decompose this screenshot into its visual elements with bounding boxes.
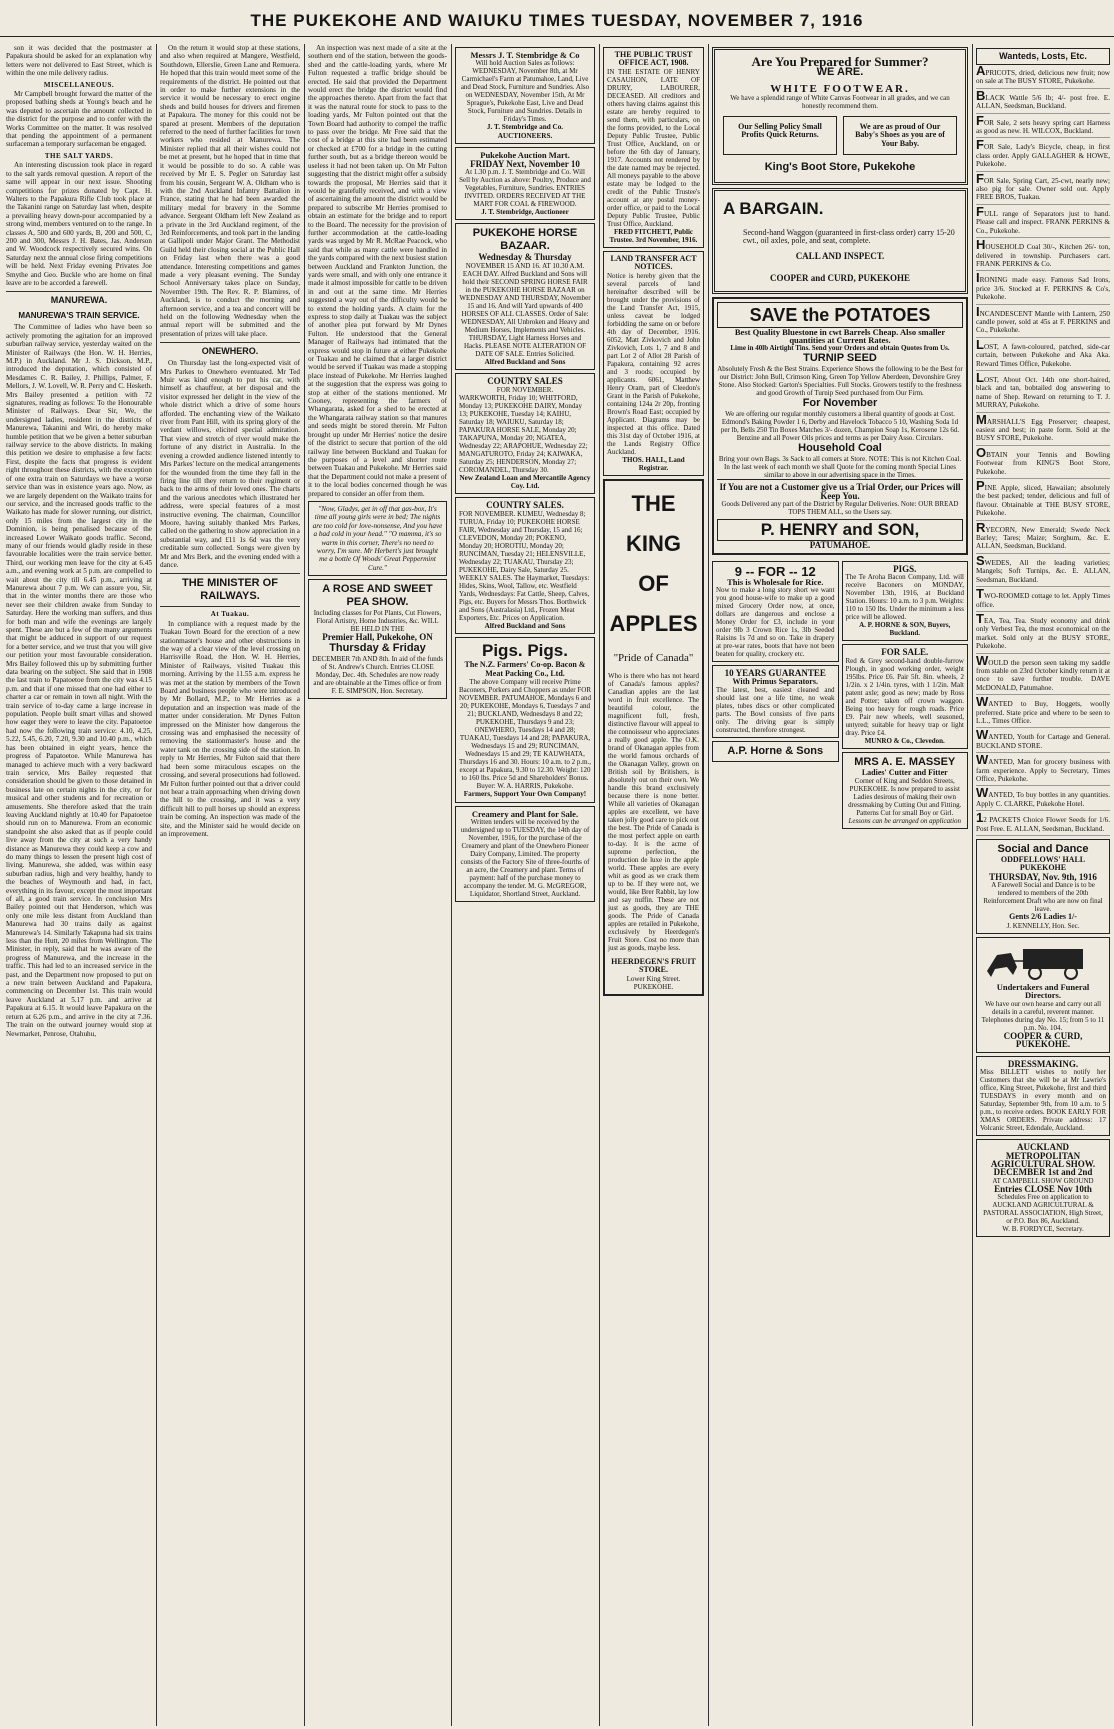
column-4 [455, 44, 595, 1726]
stembridge-ad [455, 47, 595, 144]
henry-and-son-ad [712, 297, 968, 555]
brand-name: "Pride of Canada" [613, 651, 694, 664]
ad-text: FOR NOVEMBER. KUMEU, Wednesday 8; TURUA, Friday 10; PUKEKOHE HORSE FAIR, Wednesday and Thursday, 15 and 16; CLEVEDON, Monday 20; POKENO, Monday 20; HOROTIU, Monday 20; RUNCIMAN, Tuesday 21; HELENSVILLE, Wednesday 22; TUAKAU, Thursday 23; PUKEKOHE, Dairy Sale, Saturday 25. WEEKLY SALES. The Haymarket, Tuesdays: Hides, Skins, Wool, Tallow, etc. Westfield Yards, Wednesdays: Fat Cattle, Sheep, Calves, Pigs, etc. Buyers for Messrs Thos. Borthwick and Sons (Australasia) Ltd., Frozen Meat Exporters, Etc. Prices on Application. [459, 509, 590, 622]
ad-text: IN THE ESTATE OF HENRY CASAUHON, LATE OF DRURY, LABOURER, DECEASED. All creditors and others having claims against this estate are hereby required to send them, with particulars, on the forms provided, to the Local Deputy Public Trustee, Public Trust Office, Auckland, on or before the 6th day of January, 1917. Accounts not rendered by the date named may be rejected. All moneys payable to the above estate may be lodged to the credit of the Public Trustee's account at any postal money-order office, or paid to the Local Deputy Public Trustee, Public Trust Office, Auckland. [607, 67, 700, 228]
agricultural-show-ad [976, 1139, 1110, 1237]
ad-signature: King's Boot Store, Pukekohe [764, 161, 916, 174]
classified-initial: F [976, 112, 984, 128]
classified-text: ARSHALL'S Egg Preserver; cheapest, easiest and best; in paste form. Sold at the BUSY STORE, Pukekohe. [976, 417, 1110, 443]
ad-text: Red & Grey second-hand double-furrow Plough, in good working order, weight 195lbs. Price £6. Pair 5ft. 8in. wheels, 2 1/2in. x 2 1/4in. tyres, with 1 1/2in. Malt patent axle; good as new; made by Ross and Potter; taken off crown waggon. Being too heavy for rough roads. Price £9. Pair new wheels, well seasoned, untyred; suitable for heavy trap or light dray. Price £4. [845, 656, 964, 737]
ad-date: DECEMBER 1st and 2nd [993, 1167, 1093, 1178]
classified-text: OULD the person seen taking my saddle from stable on 23rd October kindly return it at once to save further trouble. DAVE McDONALD, Patumahoe. [976, 658, 1110, 692]
column-2 [160, 44, 300, 1726]
ad-text: Schedules Free on application to AUCKLAND AGRICULTURAL & PASTORAL ASSOCIATION, High Street, or P.O. Box 86, Auckland. [983, 1193, 1103, 1226]
article-subheading: At Tuakau. [210, 610, 250, 619]
ad-heading: PUKEKOHE HORSE BAZAAR. [472, 227, 578, 253]
ad-signature: New Zealand Loan and Mercantile Agency Coy. Ltd. [459, 473, 591, 491]
ad-heading: Pigs. Pigs. [482, 641, 568, 661]
ad-date: Wednesday & Thursday [478, 252, 572, 263]
section-heading: ONEWHERO. [160, 342, 300, 357]
column-rule [156, 44, 157, 1726]
ad-heading: MRS A. E. MASSEY [854, 755, 956, 768]
classified-item [976, 519, 1110, 554]
classified-initial: P [976, 478, 985, 494]
rose-show-title: A ROSE AND SWEET PEA SHOW. [322, 583, 433, 609]
wanteds-list [976, 63, 1110, 836]
classified-text: OR Sale, Spring Cart, 25-cwt, nearly new; also pig for sale. Owner sold out. Apply FREE BROS, Tuakau. [976, 176, 1110, 202]
classified-initial: R [976, 519, 986, 535]
classified-text: OR Sale, 2 sets heavy spring cart Harness as good as new. H. WILCOX, Buckland. [976, 118, 1110, 136]
classified-item [976, 652, 1110, 696]
for-sale-ad [842, 644, 969, 748]
classified-initial: F [976, 203, 984, 219]
masthead: THE PUKEKOHE AND WAIUKU TIMES TUESDAY, NOVEMBER 7, 1916 [0, 6, 1114, 37]
article-paragraph: son it was decided that the postmaster at Papakura should be asked for an explanation why letters were not delivered to East Street, which is within the one mile delivery radius. [6, 44, 152, 78]
rose-show-date: Thursday & Friday [329, 641, 426, 654]
classified-text: OST, About Oct. 14th one short-haired, black and tan, bobtailed dog answering to name of Shep. Reward on returning to T. J. MURRAY, Pukekohe. [976, 375, 1110, 410]
classified-initial: F [976, 137, 984, 153]
ad-signature: A. P. HORNE & SON, Buyers, Buckland. [859, 621, 951, 638]
ad-heading: Messrs J. T. Stembridge & Co [470, 50, 580, 60]
country-sales-2-ad [455, 497, 595, 634]
ad-subheading: The N.Z. Farmers' Co-op. Bacon & Meat Packing Co., Ltd. [464, 660, 586, 678]
creamery-ad [455, 806, 595, 902]
classified-text: INE Apple, sliced, Hawaiian; absolutely the best packed; tender, delicious and full of flavour. Obtainable at THE BUSY STORE, Pukekohe. [976, 484, 1110, 518]
classified-item [976, 170, 1110, 205]
ad-text: Now to make a long story short we want you good house-wife to make up a good mixed Grocery Order now, at once, dollars are dangerous and enclose a Money Order for £3, include in your order 9lb 3 Crown Rice 1s, 3lb Seeded Raisins 1s 7d and so on. Take in drapery at pre-war rates, boots that have not been beaten for quality, crockery etc. [716, 586, 835, 659]
ad-text: We have a splendid range of White Canvas Footwear in all grades, and we can honestly recommend them. [730, 93, 950, 110]
ad-signature: Farmers, Support Your Own Company! [463, 790, 587, 799]
classified-initial: O [976, 444, 987, 460]
classified-initial: W [976, 727, 989, 743]
ad-date: THURSDAY, Nov. 9th, 1916 [989, 871, 1097, 882]
ad-baby-box: We are as proud of Our Baby's Shoes as you are of Your Baby. [843, 116, 957, 155]
bottom-ads-row [712, 558, 968, 832]
ad-text: Written tenders will be received by the undersigned up to TUESDAY, the 14th day of November, 1916, for the purchase of the Creamery and plant of the Onewhero Pioneer Dairy Company, Limited. The property consists of the Factory Site of three-fourths of an acre, the Creamery and plant. Terms of payment: half of the purchase money to accompany the tender. M. G. McGREGOR, Liquidator, Shortland Street, Auckland. [460, 817, 590, 898]
column-6 [712, 44, 968, 1726]
classified-item [976, 586, 1110, 612]
classified-initial: L [976, 336, 984, 352]
classified-text: ANTED to Buy, Hoggets, woolly preferred. State price and where to be seen to L.L., Times Office. [976, 700, 1110, 725]
ad-subheading: Ladies' Cutter and Fitter [861, 767, 948, 777]
classified-initial: B [976, 87, 986, 103]
classified-item [976, 411, 1110, 446]
column-rule [599, 44, 600, 1726]
ad-heading: LAND TRANSFER ACT NOTICES. [610, 253, 697, 272]
ad-subheading: This is Wholesale for Rice. [727, 576, 824, 587]
ad-text: Miss BILLETT wishes to notify her Customers that she will be at Mr Lawrie's office, King Street, Pukekohe, first and third TUESDAYS in every month and on Saturday, September 9th, from 10 a.m. to 5 p.m., to receive orders. BOOK EARLY FOR XMAS ORDERS. Private address: 17 Volcanic Street, Edendale, Auckland. [980, 1068, 1106, 1133]
dressmaking-ad [976, 1056, 1110, 1136]
classified-initial: M [976, 411, 987, 427]
classified-text: YECORN, New Emerald; Swede Neck Barley; Tares; Maize; Sorghum, &c. E. ALLAN, Seedsman, Buckland. [976, 525, 1110, 551]
section-heading: THE SALT YARDS. [44, 151, 114, 160]
ad-text: Lime in 40lb Airtight Tins. Send your Orders and obtain Quotes from Us. [730, 344, 950, 353]
ad-headline: DRESSMAKING. [1007, 1058, 1079, 1069]
classified-initial: I [976, 270, 980, 286]
ad-heading: COUNTRY SALES. [486, 500, 564, 511]
ad-place: PATUMAHOE. [809, 540, 871, 551]
ad-headline-line: THE [631, 490, 676, 516]
article-paragraph: The Committee of ladies who have been so actively promoting the agitation for an improved suburban railway service, yesterday waited on the Minister of Railways (the Hon. W. H. Herries, M.P.) in Auckland. Mr J. S. Dickson, M.P., introduced the deputation, which consisted of Mesdames C. R. Bailey, J. Phillips, Palmer, F. Mellors, J. W. Lovell, W. R. Perry and C. Hesketh. Mrs Bailey presented a petition with 72 signatures, reading as follows: To the Honourable Minister of Railways. Dear Sir, We, the undersigned ladies, resident in the districts of Manurewa, Takanini and Wiri, do hereby make humble petition that we be given a better suburban railway service to the above districts. In making this petition we desire to emphasise a few facts: First, despite the facts that progress is evident right throughout these districts, with the exception of one extra train on Saturdays we have a worse service than was in existence years ago. Now, as we are largely dependent on the Waikato trains for our service, and the increased goods traffic to the Waikato has made for slower running, our district, only 15 miles from the largest city in the Dominion, is being penalised because of the increased Lower Waikato goods traffic. Second, many of our friends would gladly reside in these favourable localities were the train service better. Third, our working men leave for the city at 6.45 a.m., and evening work at 5 p.m. are compelled to wait about the city till 6.45 p.m., arriving at Manurewa about 7 p.m. We can assure you, Sir, that in the winter months there are those who never see their children awake from Sunday to Saturday. Here the working man suffers, and thus for both man and wife the evenings are largely spent. These are but a few of the many arguments that might be adduced in support of our request for a better service, and we trust that you will give our petition your most favourable consideration. Mrs Bailey followed this up by submitting further data bearing on the subject. She said that in 1908 the last train to Papatoetoe from the city was 4.15 p.m. and that if one missed that one had either to charter a car or remain in town all night. With the train service of to-day came a large increase in population. People built smart villas and showed how eager they were to leave the city. Papatoetoe had now the following train service: 4.10, 4.25, 5.22, 5.45, 6.20, 7.20, 9.30 and 10.40 p.m., which has been obtained in eight years, hence the progress of Papatoetoe. While Manurewa has managed to achieve much with a very backward train service, Mrs Bailey requested that consideration should be given to those detained in business late on certain nights in the city, or for musical and other students and for recreation or amusements. She therefore asked that the train leaving Auckland nightly at 10.40 for Papatoetoe should run on to Manurewa. From an economic standpoint she also asked that as if people could live away from the city at such a very handy distance as Manurewa they could keep a cow and do many things to lessen the present high cost of living. Manurewa, she added, was within easy suburban radius, high and very healthy, handy to the beaches of Weymouth and had, in fact, everything in its favour, except the most important of all, a good train service. In conclusion Mrs Bailey pointed out that Henderson, which was only one mile less distant from Auckland than Manurewa had 30 trains daily as against Manurewa's 14. Similarly Takapuna had six trains less than the Hutt, 20 miles from Wellington. The Minister, in reply, said that he was aware of the progress of Manurewa, and the increase in the traffic. This had led to an increased service in the past, and the Department now proposed to put on a new train between Auckland and Papakura, commencing on December 1st. This train would leave Auckland at 5.17 p.m. and arrive at Papakura at 6.15. It would leave Papakura on the return at 6.26 p.m., and arrive in the city at 7.36. The train on the outward journey would stop at Newmarket, Penrose, Otahuhu, [6, 323, 152, 1038]
ad-text: Corner of King and Seddon Streets, PUKEKOHE. Is now prepared to assist Ladies desirous of making their own dressmaking by Cutting Out and Fitting. Patterns Cut for small Boy or Girl. [848, 776, 962, 817]
aphorne-banner [712, 741, 839, 762]
classified-text: ANTED, Man for grocery business with farm experience. Apply to Secretary, Times Office, Pukekohe. [976, 758, 1110, 783]
ad-text: Who is there who has not heard of Canada's famous apples? Canadian apples are the last word in fruit excellence. The beautiful colour, the magnificent full, fresh, distinctive flavour will appeal to the connoisseur who appreciates a really good apple. The O.K. brand of Okanagan apples from the world famous orchards of the Okanagan Valley, grown on British soil by Britishers, is absolutely out on their own. We handle this brand exclusively because there is none better. While all varieties of Okanagan apples are excellent, we have taken jolly good care to pick out the best. The Pride of Canada is the most perfect apple on earth to-day. It is the acme of supreme perfection, the production de luxe in the apple world. These apples are every whit as good as we crack them up to be. If they were not, we would, like Brer Rabbit, lay low and say nuffin. These are not just as goods, they are THE goods. The Pride of Canada apples are retailed in Pukekohe, exclusively by Heerdegen's Fruit Store. Cost no more than just as goods, maybe less. [608, 672, 699, 953]
ad-headline: Social and Dance [997, 843, 1089, 856]
ad-signature: FRED FITCHETT, Public Trustee. 3rd November, 1916. [609, 227, 698, 244]
ad-headline: AUCKLAND METROPOLITAN AGRICULTURAL SHOW. [990, 1142, 1096, 1169]
ad-heading: For November [802, 397, 878, 410]
classified-initial: F [976, 170, 984, 186]
classified-initial: A [976, 63, 986, 78]
column-5 [603, 44, 704, 1726]
classified-text: BTAIN your Tennis and Bowling Footwear from KING'S Boot Store, Pukekohe. [976, 450, 1110, 476]
classified-initial: 1 [976, 810, 984, 826]
ad-heading: TURNIP SEED [803, 352, 877, 365]
ad-heading: Creamery and Plant for Sale. [471, 808, 579, 819]
ad-text: Second-hand Waggon (guaranteed in first-class order) carry 15-20 cwt., oil axles, pole, and seat, complete. [743, 228, 955, 246]
classified-initial: W [976, 694, 989, 710]
classified-text: ANTED, Youth for Cartage and General. BUCKLAND STORE. [976, 733, 1110, 750]
wanteds-heading: Wanteds, Losts, Etc. [976, 48, 1110, 65]
classified-text: ANTED, To buy bottles in any quantities. Apply C. CLARKE, Pukekohe Hotel. [976, 791, 1110, 808]
column-7 [976, 44, 1110, 1726]
ad-text: The Te Aroha Bacon Company, Ltd. will receive Baconers on MONDAY, November 13th, 1916, at Buckland Station. Hours: 10 a.m. to 3 p.m. Weights: 110 to 150 lbs. Under the minimum a less price will be allowed. [845, 573, 964, 622]
classified-item [976, 303, 1110, 338]
rose-show-details: DECEMBER 7th AND 8th. In aid of the funds of St. Andrew's Church. Entries CLOSE Monday, Dec. 4th. Schedules are now ready and are obtainable at the Times office or from F. E. SIMPSON, Hon. Secretary. [312, 654, 443, 695]
classified-text: WEDES, All the leading varieties; Mangels; Soft Turnips, &c. E. ALLAN, Seedsman, Buckland. [976, 558, 1110, 584]
ad-heading: WHITE FOOTWEAR. [770, 83, 910, 96]
ad-text: Absolutely Fresh & the Best Strains. Experience Shows the following to be the Best for our District: John Bull, Crimson King, Green Top Yellow Aberdeen, Devonshire Grey Stone. Also Stocked: Garton's Specialties. Full Stocks. Growers testify to the freshness and good Growth of Turnip Seed purchased from Our Firm. [717, 365, 963, 398]
classified-text: 2 PACKETS Choice Flower Seeds for 1/6. Post Free. E. ALLAN, Seedsman, Buckland. [976, 816, 1110, 833]
column-rule [304, 44, 305, 1726]
classified-initial: T [976, 586, 984, 602]
classified-text: LACK Wattle 5/6 lb; 4/- post free. E. ALLAN, Seedsman, Buckland. [976, 93, 1110, 111]
classified-text: PRICOTS, dried, delicious new fruit; now on sale at The BUSY STORE, Pukekohe. [976, 69, 1110, 86]
classified-item [976, 237, 1110, 271]
classified-text: OR Sale, Lady's Bicycle, cheap, in first class order. Apply GALLAGHER & HOWE, Pukekohe. [976, 143, 1110, 169]
social-dance-ad [976, 839, 1110, 934]
ad-note: Lessons can be arranged on application [848, 816, 962, 825]
classified-initial: W [976, 785, 989, 801]
poem-ad: "Now, Gladys, get in off that gas-box, It's time all young girls were in bed; The nights are too cold for love-nonsense, And you have a bad cold in your head." "O mamma, it's so warm in this corner, There's no need to worry, I'm sure. Mr Herbert's just brought me a bottle Of Woods' Great Peppermint Cure." [308, 501, 447, 576]
article-paragraph: In compliance with a request made by the Tuakau Town Board for the erection of a new stationmaster's house and other obstructions in the way of a clear view of the level crossing on Harrisville Road, the Hon. W. H. Herries, Minister of Railways, visited Tuakau this morning. Arriving by the 11.55 a.m. express he was met at the station by members of the Town Board and business people who were introduced by Mr Bollard, M.P., to Mr Herries as a deputation and an inspection was made of the matter under consideration. Mr Dynes Fulton impressed on the Minister how dangerous the crossing was and emphasised the necessity of removing the stationmaster's house and the water tank on the crossing side of the station. In reply to Mr Herries, Mr Fulton said that there had been some miraculous escapes on the crossing, and several prosecutions had followed. Mr Fulton further pointed out that a driver could not hear a train approaching when driving down the hill to the crossing, and it was a very difficult hill to pull horses up should an express train be coming. An inspection was made of the site, and the Minister said he would decide on an improvement. [160, 619, 300, 838]
king-of-apples-ad [603, 479, 704, 996]
ad-subheading: FOR NOVEMBER. [496, 385, 554, 394]
article-paragraph: An interesting discussion took place in regard to the salt yards removal question. A report of the same will appear in our next issue. Shooting competitions for prizes donated by Capt. H. Walters to the Papakura Rifle Club took place at the Takanini range on Saturday last when, despite a prevailing heavy down-pour accompanied by a strong wind, members ventured on to the range. In classes A, 500 and 600 yards, B, 200 and 500, C, 200 and 300, Messrs J. H. Bates, Jas. Anderson and W. Woodcock respectively secured wins. On Saturday next the annual close firing competitions will be held. Next Friday evening Privates Joe Smythe and Geo. Buckle who are home on final leave are to be accorded a farewell. [6, 161, 152, 287]
kings-boot-store-ad [712, 47, 968, 185]
ad-signature: Alfred Buckland and Sons [484, 621, 566, 630]
ad-headline-2: WE ARE. [816, 66, 864, 79]
ad-text: The above Company will receive Prime Baconers, Porkers and Choppers as under FOR NOVEMBER. PATUMAHOE, Mondays 6 and 20; PUKEKOHE, Mondays 6, Tuesdays 7 and 21; BUCKLAND, Wednesdays 8 and 22; PUKEKOHE, Thursdays 9 and 23; ONEWHERO, Tuesdays 14 and 28; TUAKAU, Tuesdays 14 and 28; PAPAKURA, Wednesdays 15 and 29; RUNCIMAN, Wednesdays 15 and 29; TE KAUWHATA, Thursdays 16 and 30. Hours: 10 a.m. to 2 p.m., except at Papakura, 9.30 to 12.30. Weight: 120 to 160 lbs. Price 5d and Shareholders' Bonus. Buyer: W. A. HARRIS, Pukekohe. [459, 678, 592, 791]
classified-initial: L [976, 369, 984, 385]
ad-call: CALL AND INSPECT. [795, 250, 885, 261]
article-paragraph: An inspection was next made of a site at the southern end of the station, between the goods-shed and the cattle-loading yards, where Mr Fulton requested a traffic bridge should be erected. He said that provided the Department would erect the bridge the district would find the approaches thereto. Apart from the fact that it was the natural route for stock to pass to the loading yards, Mr Fulton pointed out that the Town Board had authority to compel the traffic to pass over the bridge. Mr Free said that the cost of a bridge at this site had been estimated or checked at £700 for a bridge in the cutting further south, but as a bridge thereon would be useless it had not been taken up. On Mr Fulton suggesting that the district might offer a subsidy towards the proposal, Mr Herries said that it would be gratefully received, and with a view of ascertaining the amount the district would be prepared to subscribe Mr Herries promised to obtain an estimate for the bridge and to report to the Board. The necessity for the provision of further accommodation at the cattle-loading yards was urged by Mr R. McRae Peacock, who said that while as many cattle were handled in the yards compared with the next busiest station between Auckland and Frankton Junction, the yards were small, and with only one entrance it made it almost impossible for cattle to be driven in and out at the same time. Mr Herries suggested a way out of the difficulty would be to extend the holding yards. A claim for the express to stop daily at Tuakau was the subject of another plea put forward by Mr Dynes Fulton. He understood that the General Manager of Railways had intimated that the express would stop in future at either Pukekohe or Tuakau and he claimed that a larger district would be served if Tuakau was made a stopping place instead of Pukekohe. Mr Herries laughed at the suggestion that the express was going to stop at either of the stations mentioned. Mr Cooney, representing the farmers of Whangarata, asked for a shed to be erected at the Whangarata railway station so that manures and seeds might be stored therein. Mr Fulton brought up under Mr Herries' notice the desire of the district to secure that portion of the old railway line between Buckland and Tuakau for the purposes of a level and shorter route between Tuakau and Pukekohe. Mr Herries said that the Department could not make a present of it to the local bodies concerned though he was prepared to consider an offer from them. [308, 44, 447, 498]
ad-signature: MUNRO & Co., Clevedon. [864, 736, 945, 745]
ad-signature: J. KENNELLY, Hon. Sec. [1006, 921, 1080, 930]
classified-text: ULL range of Separators just to hand. Please call and inspect. FRANK PERKINS & Co., Pukekohe. [976, 209, 1110, 235]
classified-text: OUSEHOLD Coal 30/-, Kitchen 26/- ton, delivered in township. Purchasers cart. FRANK PERKINS & Co. [976, 243, 1110, 268]
bottom-right-ads [842, 558, 969, 832]
ad-text: We are offering our regular monthly customers a liberal quantity of goods at Cost. Edmond's Baking Powder 1 6, Derby and Havelock Tobacco 5 10, Washing Soda 1d per lb, Bells 250 Tin Boxes Matches 3/- dozen, Champion Soap 1s, Kerosene 12s 6d. Benzine and all Power Oils prices and terms as per Dairy Asso. Circulars. [720, 410, 960, 443]
classified-text: WO-ROOMED cottage to let. Apply Times office. [976, 592, 1110, 609]
auction-mart-ad [455, 147, 595, 220]
ad-venue: AT CAMPBELL SHOW GROUND [992, 1176, 1094, 1185]
ad-venue: ODDFELLOWS' HALL PUKEKOHE [1000, 855, 1086, 873]
ad-address: Lower King Street. PUKEKOHE. [626, 974, 681, 991]
classified-text: NCANDESCENT Mantle with Lantern, 250 candle power, sold at 45s at F. PERKINS and Co., Pukekohe. [976, 309, 1110, 335]
classified-item [976, 87, 1110, 114]
classified-item [976, 444, 1110, 479]
column-3 [308, 44, 447, 1726]
ad-text: NOVEMBER 15 AND 16. AT 10.30 A.M. EACH DAY. Alfred Buckland and Sons will hold their SECOND SPRING HORSE FAIR in the PUKEKOHE HORSE BAZAAR on WEDNESDAY AND THURSDAY, November 15 and 16. And will Yard upwards of 400 HORSES OF ALL CLASSES. Order of Sale: WEDNESDAY, All Unbroken and Heavy and Medium Horses, Implements and Vehicles. THURSDAY, Light Harness Horses and Hacks. PLEASE NOTE ALTERATION OF DATE OF SALE. Entries Solicited. [459, 261, 591, 358]
classified-text: OST, A fawn-coloured, patched, side-car curtain, between Pukekohe and Aka Aka. Reward Times Office, Pukekohe. [976, 342, 1110, 368]
classified-item [976, 552, 1110, 587]
ad-heading: Household Coal [798, 442, 882, 455]
classified-text: EA, Tea, Tea. Study economy and drink only Verbest Tea, the most economical on the market. Sold only at the BUSY STORE, Pukekohe. [976, 616, 1110, 651]
classified-item [976, 336, 1110, 371]
massey-ad [842, 752, 969, 829]
ad-subheading: With Primus Separators. [732, 676, 818, 686]
ad-text: We have our own hearse and carry out all details in a careful, reverent manner. Telephones during day No. 15; from 5 to 11 p.m. No. 104. [981, 999, 1105, 1032]
article-paragraph: Mr Campbell brought forward the matter of the proposed bathing sheds at Young's beach and he was deputed to ascertain the amount collected in the district for the purpose and to confer with the Works Committee on the matter. It was resolved that pending the appointment of a permanent surfaceman a temporary surfaceman be engaged. [6, 90, 152, 149]
classified-initial: S [976, 552, 985, 568]
column-1 [6, 44, 152, 1726]
ad-signature: P. HENRY and SON, [717, 519, 963, 541]
rose-show-venue: Premier Hall, Pukekohe, ON [322, 632, 433, 643]
article-headline: MANUREWA'S TRAIN SERVICE. [18, 311, 140, 321]
classified-text: RONING made easy. Famous Sad Irons, price 3/6. Stocked at F. PERKINS & Co's, Pukekohe. [976, 276, 1110, 302]
ad-heading: THE PUBLIC TRUST OFFICE ACT, 1908. [614, 50, 693, 68]
ad-text: Bring your own Bags. 3s Sack to all comers at Store. NOTE: This is not Kitchen Coal. In the last week of each month we shall Quote for the coming month Special Lines similar to above in our advertising space in the Times. [718, 455, 962, 480]
article-paragraph: On Thursday last the long-expected visit of Mrs Parkes to Onewhero eventuated. Mr Ted Muir was kind enough to put his car, with himself as chauffeur, at her disposal and the visitor expressed her delight in the view of the whole district which a drive of some hours afforded. The enchanting view of the Waikato river from Pant Hill, with its spring glory of the verdant willows, elicited special admiration. That view and stretch of river would make the fortune of any district in Australia. In the evening a crowded audience listened intently to Mrs Parkes' lecture on the medical arrangements for the wounded from the time they fall in the firing line till they return to their regiment or back to the arms of their loved ones. The charts and the various anecdotes which illustrated her address, were special features of a most instructive evening. The chairman, Councillor Moore, having suitably thanked Mrs Parkes, called on the gathering to show appreciation in a substantial way, and £11 1s 6d was the very creditable sum collected. Songs were given by Mr and Mrs Berk, and the evening ended with a dance. [160, 359, 300, 569]
column-rule [451, 44, 452, 1726]
ad-heading: PIGS. [893, 563, 917, 574]
classified-initial: H [976, 237, 986, 253]
bottom-left-ads [712, 558, 839, 832]
ad-headline-line: KING [626, 530, 681, 556]
classified-initial: I [976, 303, 980, 319]
ad-signature: COOPER and CURD, PUKEKOHE [769, 273, 910, 284]
ad-policy-box: Our Selling Policy Small Profits Quick Returns. [723, 116, 837, 155]
ad-prices: Gents 2/6 Ladies 1/- [1009, 912, 1077, 922]
ad-signature: COOPER & CURD, PUKEKOHE. [1003, 1030, 1083, 1050]
classified-item [976, 610, 1110, 654]
ad-text: Will hold Auction Sales as follows: WEDNESDAY, November 8th, at Mr Carmichael's Farm at Patumahoe, Land, Live and Dead Stock, Furniture and Sundries. Also on WEDNESDAY, November 15th, At Mr Sprague's, Pukekohe East, Live and Dead Stock, Furniture and Sundries. Details in Friday's Times. [460, 59, 590, 124]
ad-signature: W. B. FORDYCE, Secretary. [1002, 1225, 1084, 1234]
ad-signature: HEERDEGEN'S FRUIT STORE. [611, 957, 696, 975]
ad-signature: A.P. Horne & Sons [727, 744, 824, 757]
rose-show-text: Including classes for Pot Plants, Cut Flowers, Floral Artistry, Home Industries, &c. WILL BE HELD IN THE [313, 609, 442, 634]
ad-subheading: Best Quality Bluestone in cwt Barrels Cheap. Also smaller quantities at Current Rates. [734, 326, 946, 346]
classified-initial: W [976, 752, 989, 768]
article-headline: THE MINISTER OF RAILWAYS. [160, 573, 300, 607]
undertakers-ad [976, 937, 1110, 1053]
land-transfer-ad [603, 251, 704, 476]
ad-text: The latest, best, easiest cleaned and should last one a life time, no weak plates, tubes discs or other complicated parts. The Bowl consists of five parts only. The driving gear is simply constructed, therefore strongest. [716, 685, 835, 734]
ad-heading: COUNTRY SALES [487, 376, 563, 387]
ad-headline: Undertakers and Funeral Directors. [996, 982, 1090, 1001]
classified-item [976, 63, 1110, 89]
ad-headline-line: APPLES [609, 610, 698, 636]
ad-text: A Farewell Social and Dance is to be tendered to members of the 20th Reinforcement Draft who are now on final leave. [983, 881, 1103, 914]
ad-signature: J. T. Stembridge and Co. AUCTIONEERS. [486, 123, 564, 140]
ad-text: At 1.30 p.m. J. T. Stembridge and Co. Will Sell by Auction as above: Poultry, Produce and Vegetables, Furniture, Sundries. ENTRIES INVITED. ORDERS RECEIVED AT THE MART FOR COAL & FIREWOOD. [459, 168, 591, 209]
column-rule [708, 44, 709, 1726]
ad-headline: Are You Prepared for Summer? [751, 54, 929, 69]
classified-item [976, 137, 1110, 171]
ad-date: FRIDAY Next, November 10 [470, 158, 580, 169]
ad-entries: Entries CLOSE Nov 10th [994, 1183, 1092, 1194]
ad-headline: 10 YEARS GUARANTEE [724, 668, 826, 679]
bargain-ad [712, 188, 968, 294]
classified-item [976, 694, 1110, 728]
classified-item [976, 112, 1110, 139]
ad-signature: THOS. HALL, Land Registrar. [622, 455, 685, 472]
country-sales-ad [455, 373, 595, 494]
classified-item [976, 369, 1110, 413]
ad-headline: 9 -- FOR -- 12 [734, 563, 816, 579]
classified-initial: W [976, 652, 989, 668]
ad-heading: Pukekohe Auction Mart. [480, 150, 570, 161]
article-paragraph: On the return it would stop at these stations, and also when required at Mangere, Westfield, Southdown, Ellerslie, Green Lane and Remuera. He hoped that this train would meet some of the requirements of the district. He pointed out that in order to make further extensions in the service it would be necessary to erect engine sheds and build houses for drivers and firemen at Papakura. The money for this could not be spared at present. Members of the deputation referred to the need of further facilities for town workers who resided at Manurewa. The Minister replied that all their wishes could not be met at present, but he hoped that in time that it would be possible to do so. A cable was received by Mr E. S. Pegler on Saturday last from his cousin, Sergeant W. A. Oldham who is with the 2nd Auckland Infantry Battalion in France, stating that he had been awarded the military medal for bravery in the Somme advance. Sergeant Oldham left New Zealand as a private in the 3rd Auckland regiment, of the 3rd Reinforcements, and took part in the landing at Gallipoli under Major Grant. The Methodist Guild held their closing social at the Public Hall on Friday last when there was a good attendance. Interesting competitions and games made a very pleasant evening. The Sunday School Anniversary takes place on Sunday, November 19th. The Rev. R. P. Blamires, of Auckland, is to conduct the morning and afternoon service, and a tea and concert will be held on the following Wednesday when the annual report will be submitted and the presentation of prizes will take place. [160, 44, 300, 338]
rose-show-ad [308, 579, 447, 698]
ad-text: Notice is hereby given that the several parcels of land hereinafter described will be brought under the provisions of the Land Transfer Act, 1915, unless caveat be lodged forbidding the same on or before 4th day of December, 1916. 6052, Matt Zivkovich and John Zivkovich, Lots 1, 7 and 8 and part Lot 2 of Allot 28 Parish of Papakura, containing 92 acres and 3 roods; occupied by applicants. 6061, Matthew Henry Oram, part of Cleedon's Grant in the Parish of Pukekohe, containing 124a 2r 20p, fronting Brown's Road East; occupied by Applicant. Diagrams may be inspected at this office. Dated this 31st day of October 1916, at the Lands Registry Office Auckland. [607, 271, 700, 456]
classified-initial: T [976, 610, 984, 626]
section-heading: MISCELLANEOUS. [43, 80, 115, 89]
pigs-ad [455, 637, 595, 802]
classified-item [976, 785, 1110, 811]
ad-headline-line: OF [638, 570, 669, 596]
horse-bazaar-ad [455, 223, 595, 370]
ad-headline: SAVE the POTATOES [717, 302, 963, 328]
nine-for-twelve-ad [712, 561, 839, 662]
ad-trial: If You are not a Customer give us a Trial Order, our Prices will Keep You. [717, 479, 963, 500]
classified-item [976, 727, 1110, 753]
column-rule [972, 44, 973, 1726]
classified-item [976, 270, 1110, 304]
ad-headline: A BARGAIN. [723, 199, 824, 219]
classified-item [976, 203, 1110, 238]
ad-heading: FOR SALE. [881, 647, 929, 658]
ten-years-ad [712, 665, 839, 738]
classified-item [976, 810, 1110, 836]
classified-item [976, 752, 1110, 786]
ad-text: WARKWORTH, Friday 10; WHITFORD, Monday 13; PUKEKOHE DAIRY, Monday 13; PUKEKOHE, Tuesday 14; KAIHU, Saturday 18; WAIUKU, Saturday 18; PAPAKURA HORSE SALE, Monday 20; TAKAPUNA, Monday 20; NGATEA, Wednesday 22; ARAPOHUE, Wednesday 22; MANGATUROTO, Friday 24; KAIWAKA, Saturday 25; HENDERSON, Monday 27; COROMANDEL, Thursday 30. [459, 393, 588, 474]
hearse-illustration [983, 941, 1103, 981]
pigs-te-aroha-ad [842, 561, 969, 641]
ad-text: Goods Delivered any part of the District by Regular Deliveries. Note: OUR BREAD TOPS THEM ALL, so the Users say. [721, 500, 959, 517]
classified-item [976, 478, 1110, 521]
ad-signature: Alfred Buckland and Sons [484, 357, 566, 366]
section-heading: MANUREWA. [6, 291, 152, 306]
ad-signature: J. T. Stembridge, Auctioneer [481, 208, 569, 217]
public-trust-ad [603, 47, 704, 248]
